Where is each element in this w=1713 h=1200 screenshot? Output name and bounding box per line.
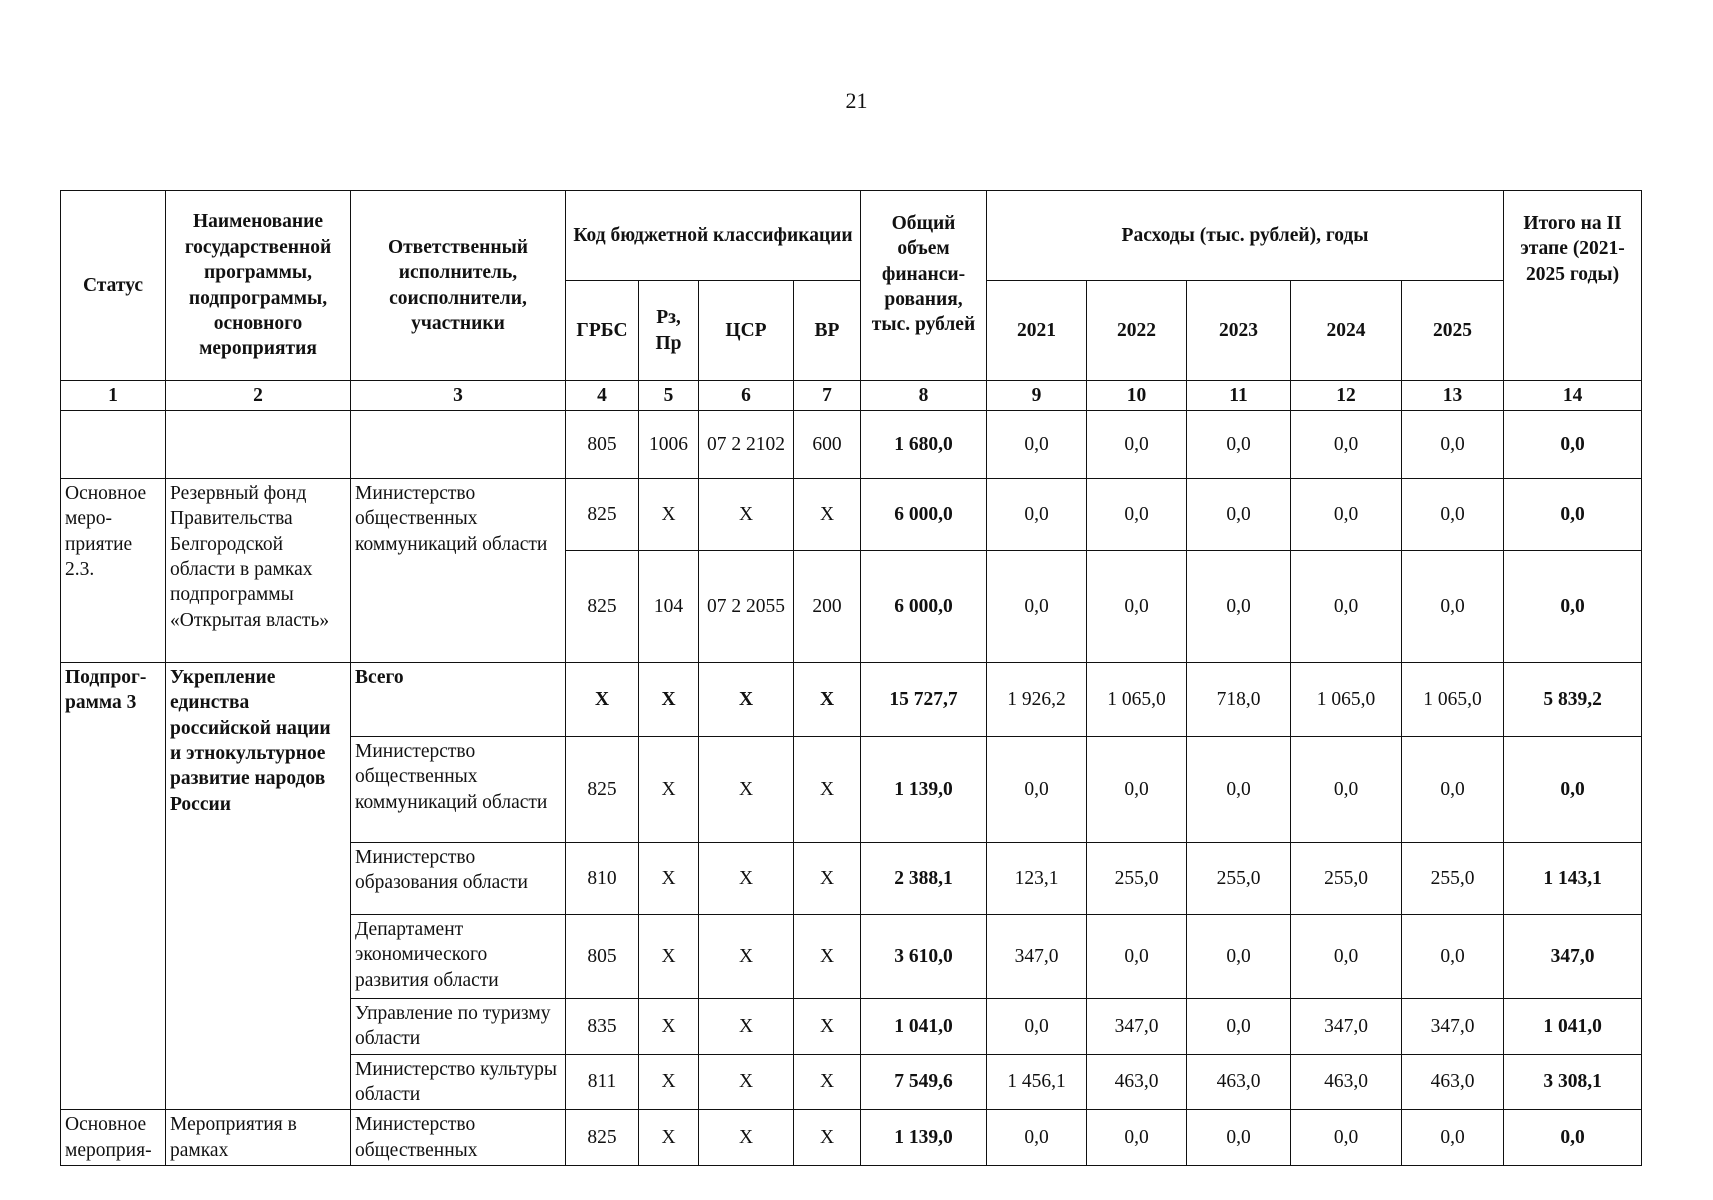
cell-grbs: 805 [566,915,639,999]
cell-name: Укрепление единства российской нации и этнокультурное развитие народов России [166,663,351,1110]
header-budget-code: Код бюджетной классификации [566,191,861,281]
cell-2024: 1 065,0 [1291,663,1402,737]
table-row [61,411,1642,479]
cell-status: Подпрог-рамма 3 [61,663,166,1110]
cell-vr: Х [794,479,861,551]
cell-csr: 07 2 2055 [699,551,794,663]
cell-2025: 0,0 [1402,479,1504,551]
cell-total: 6 000,0 [861,551,987,663]
cell-2023: 0,0 [1187,737,1291,843]
cell-2025: 255,0 [1402,843,1504,915]
cell-csr: Х [699,843,794,915]
cell-2023: 0,0 [1187,999,1291,1055]
column-number: 6 [699,381,794,411]
cell-grbs: 811 [566,1054,639,1110]
cell-2023: 0,0 [1187,1110,1291,1166]
cell-total: 6 000,0 [861,479,987,551]
cell-stage-total: 0,0 [1504,411,1642,479]
cell-executor: Министерство образования области [351,843,566,915]
cell-rz-pr: Х [639,479,699,551]
cell-executor: Министерство культуры области [351,1054,566,1110]
cell-rz-pr: Х [639,737,699,843]
cell-rz-pr: Х [639,663,699,737]
header-stage-total: Итого на II этапе (2021-2025 годы) [1504,191,1642,381]
cell-grbs: 825 [566,1110,639,1166]
cell-stage-total: 347,0 [1504,915,1642,999]
cell-vr: Х [794,915,861,999]
column-number: 5 [639,381,699,411]
cell-2021: 0,0 [987,999,1087,1055]
column-number: 8 [861,381,987,411]
cell-total: 15 727,7 [861,663,987,737]
cell-stage-total: 0,0 [1504,479,1642,551]
cell-stage-total: 3 308,1 [1504,1054,1642,1110]
cell-csr: Х [699,999,794,1055]
cell-rz-pr: Х [639,1054,699,1110]
column-number: 2 [166,381,351,411]
cell-grbs: 810 [566,843,639,915]
cell-rz-pr: 1006 [639,411,699,479]
cell-rz-pr: Х [639,915,699,999]
cell-grbs: 825 [566,551,639,663]
cell-2021: 0,0 [987,479,1087,551]
table-row [61,1110,1642,1166]
cell-2022: 0,0 [1087,1110,1187,1166]
cell-2021: 0,0 [987,737,1087,843]
column-number: 14 [1504,381,1642,411]
cell-2021: 0,0 [987,551,1087,663]
cell-csr: Х [699,737,794,843]
cell-2024: 0,0 [1291,411,1402,479]
cell-2023: 255,0 [1187,843,1291,915]
cell-2023: 718,0 [1187,663,1291,737]
cell-2025: 0,0 [1402,737,1504,843]
cell-2021: 0,0 [987,411,1087,479]
cell-stage-total: 1 041,0 [1504,999,1642,1055]
header-vr: ВР [794,281,861,381]
header-rz-pr: Рз, Пр [639,281,699,381]
cell-2021: 0,0 [987,1110,1087,1166]
cell-csr: Х [699,915,794,999]
cell-executor: Министерство общественных коммуникаций области [351,737,566,843]
cell-2021: 347,0 [987,915,1087,999]
cell-2022: 255,0 [1087,843,1187,915]
cell-2023: 0,0 [1187,551,1291,663]
cell-2024: 347,0 [1291,999,1402,1055]
cell-2024: 0,0 [1291,737,1402,843]
cell-2025: 347,0 [1402,999,1504,1055]
header-total-volume: Общий объем финанси-рования, тыс. рублей [861,191,987,381]
cell-2022: 0,0 [1087,479,1187,551]
cell-executor [351,411,566,479]
cell-name: Мероприятия в рамках [166,1110,351,1166]
header-name: Наименование государственной программы, подпрограммы, основного мероприятия [166,191,351,381]
cell-vr: Х [794,663,861,737]
cell-total: 1 680,0 [861,411,987,479]
column-number: 3 [351,381,566,411]
cell-stage-total: 5 839,2 [1504,663,1642,737]
cell-rz-pr: 104 [639,551,699,663]
column-number: 1 [61,381,166,411]
page-number: 21 [845,88,868,113]
cell-2024: 0,0 [1291,551,1402,663]
header-status: Статус [61,191,166,381]
cell-2022: 0,0 [1087,915,1187,999]
cell-2021: 1 456,1 [987,1054,1087,1110]
cell-csr: Х [699,663,794,737]
cell-2023: 0,0 [1187,411,1291,479]
column-number: 11 [1187,381,1291,411]
cell-name: Резервный фонд Правительства Белгородской области в рамках подпрограммы «Открытая власть» [166,479,351,663]
cell-2025: 0,0 [1402,411,1504,479]
cell-2022: 1 065,0 [1087,663,1187,737]
cell-csr: Х [699,1110,794,1166]
cell-status [61,411,166,479]
cell-total: 1 139,0 [861,1110,987,1166]
column-number-row [61,381,1642,411]
cell-total: 2 388,1 [861,843,987,915]
cell-2021: 123,1 [987,843,1087,915]
cell-total: 1 139,0 [861,737,987,843]
cell-vr: Х [794,1110,861,1166]
table-row [61,663,1642,737]
cell-stage-total: 0,0 [1504,737,1642,843]
cell-stage-total: 0,0 [1504,551,1642,663]
cell-2024: 255,0 [1291,843,1402,915]
cell-csr: Х [699,1054,794,1110]
cell-2025: 0,0 [1402,1110,1504,1166]
column-number: 12 [1291,381,1402,411]
cell-grbs: 825 [566,479,639,551]
cell-status: Основное мероприя- [61,1110,166,1166]
column-number: 13 [1402,381,1504,411]
cell-2023: 463,0 [1187,1054,1291,1110]
cell-name [166,411,351,479]
cell-total: 1 041,0 [861,999,987,1055]
cell-stage-total: 1 143,1 [1504,843,1642,915]
cell-csr: 07 2 2102 [699,411,794,479]
header-year-2023: 2023 [1187,281,1291,381]
cell-vr: Х [794,1054,861,1110]
cell-vr: 600 [794,411,861,479]
header-year-2022: 2022 [1087,281,1187,381]
header-expenses: Расходы (тыс. рублей), годы [987,191,1504,281]
cell-2025: 463,0 [1402,1054,1504,1110]
cell-executor: Всего [351,663,566,737]
cell-2023: 0,0 [1187,479,1291,551]
cell-2024: 463,0 [1291,1054,1402,1110]
cell-vr: 200 [794,551,861,663]
header-executor: Ответственный исполнитель, соисполнители, участники [351,191,566,381]
cell-grbs: 825 [566,737,639,843]
cell-2024: 0,0 [1291,915,1402,999]
cell-2025: 0,0 [1402,551,1504,663]
column-number: 9 [987,381,1087,411]
header-csr: ЦСР [699,281,794,381]
header-year-2024: 2024 [1291,281,1402,381]
cell-rz-pr: Х [639,1110,699,1166]
cell-2022: 347,0 [1087,999,1187,1055]
cell-status: Основное меро-приятие 2.3. [61,479,166,663]
column-number: 4 [566,381,639,411]
cell-vr: Х [794,999,861,1055]
table-row [61,479,1642,551]
column-number: 7 [794,381,861,411]
cell-2022: 0,0 [1087,737,1187,843]
cell-executor: Департамент экономического развития области [351,915,566,999]
cell-2023: 0,0 [1187,915,1291,999]
cell-2022: 463,0 [1087,1054,1187,1110]
cell-rz-pr: Х [639,999,699,1055]
cell-total: 7 549,6 [861,1054,987,1110]
cell-grbs: 805 [566,411,639,479]
header-year-2021: 2021 [987,281,1087,381]
column-number: 10 [1087,381,1187,411]
cell-2025: 0,0 [1402,915,1504,999]
cell-2022: 0,0 [1087,411,1187,479]
cell-2021: 1 926,2 [987,663,1087,737]
cell-csr: Х [699,479,794,551]
cell-2025: 1 065,0 [1402,663,1504,737]
cell-2024: 0,0 [1291,479,1402,551]
cell-rz-pr: Х [639,843,699,915]
cell-executor: Министерство общественных [351,1110,566,1166]
cell-vr: Х [794,843,861,915]
cell-stage-total: 0,0 [1504,1110,1642,1166]
cell-total: 3 610,0 [861,915,987,999]
cell-vr: Х [794,737,861,843]
cell-grbs: Х [566,663,639,737]
header-grbs: ГРБС [566,281,639,381]
cell-executor: Управление по туризму области [351,999,566,1055]
cell-2022: 0,0 [1087,551,1187,663]
cell-executor: Министерство общественных коммуникаций области [351,479,566,663]
budget-table [60,190,1642,1166]
cell-2024: 0,0 [1291,1110,1402,1166]
cell-grbs: 835 [566,999,639,1055]
header-year-2025: 2025 [1402,281,1504,381]
